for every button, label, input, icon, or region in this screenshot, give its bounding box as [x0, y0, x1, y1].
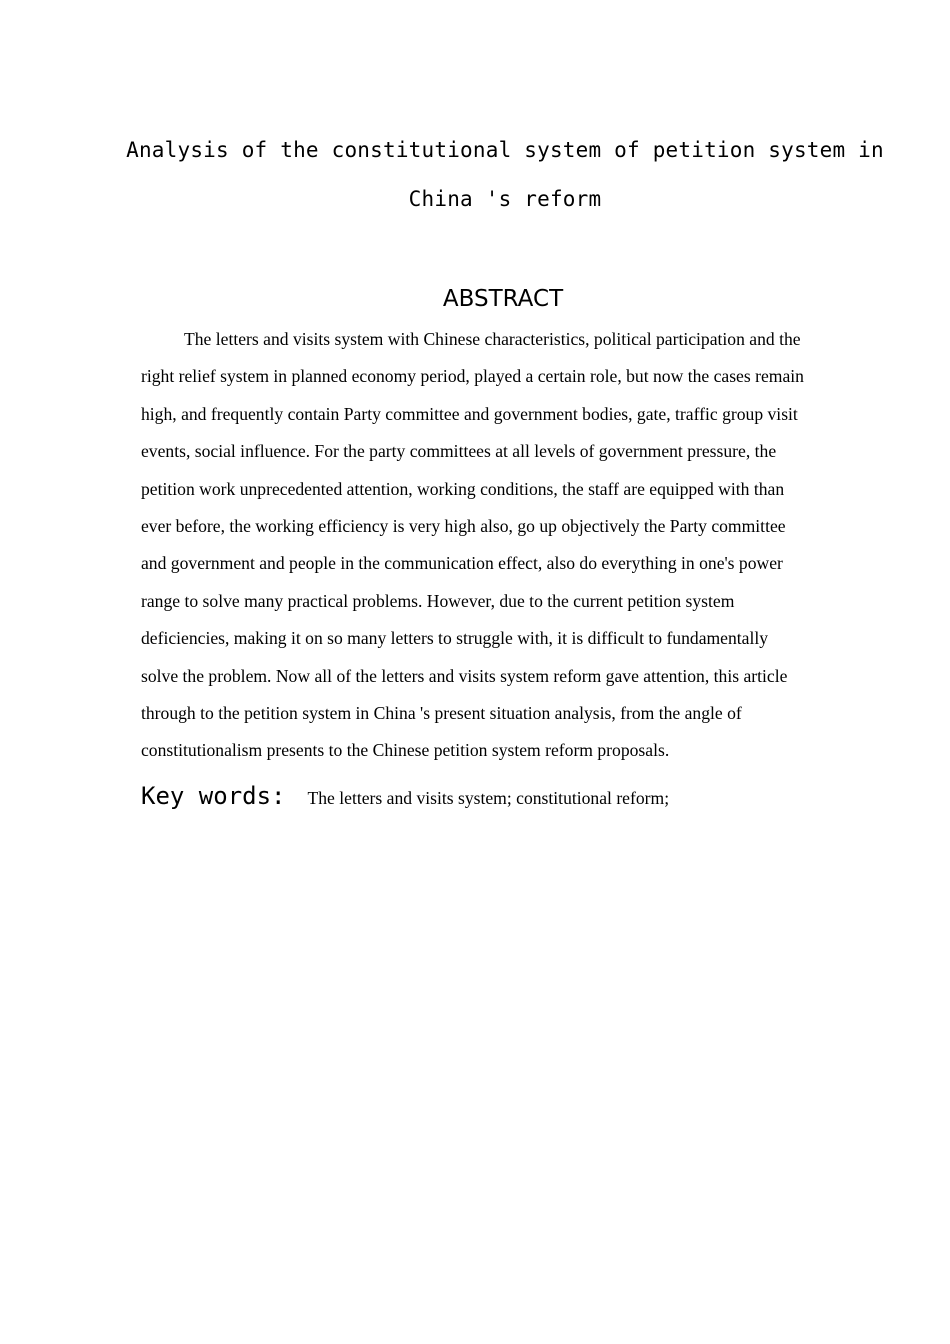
paper-title-line-2: China 's reform	[408, 187, 602, 211]
abstract-line: right relief system in planned economy period, played a certain role, but now the cases remain	[141, 366, 804, 387]
abstract-line: solve the problem. Now all of the letters and visits system reform gave attention, this article	[141, 665, 788, 686]
abstract-line: and government and people in the communication effect, also do everything in one's power	[141, 553, 783, 574]
abstract-line: through to the petition system in China 's present situation analysis, from the angle of	[141, 702, 742, 723]
abstract-body	[141, 321, 871, 770]
abstract-line: events, social influence. For the party committees at all levels of government pressure, the	[141, 441, 777, 462]
abstract-line: range to solve many practical problems. However, due to the current petition system	[141, 590, 735, 611]
abstract-heading: ABSTRACT	[442, 286, 564, 312]
abstract-line: petition work unprecedented attention, working conditions, the staff are equipped with than	[141, 478, 785, 499]
abstract-line: high, and frequently contain Party committee and government bodies, gate, traffic group visit	[141, 403, 798, 424]
abstract-line: The letters and visits system with Chinese characteristics, political participation and the	[184, 329, 801, 349]
abstract-line: ever before, the working efficiency is very high also, go up objectively the Party committee	[141, 515, 786, 536]
keywords-label: Key words:	[141, 782, 286, 810]
keywords-value: The letters and visits system; constitutional reform;	[307, 788, 670, 808]
paper-title-line-1: Analysis of the constitutional system of petition system in	[126, 138, 884, 162]
abstract-line: deficiencies, making it on so many letters to struggle with, it is difficult to fundamentally	[141, 628, 769, 649]
abstract-line: constitutionalism presents to the Chinese petition system reform proposals.	[141, 740, 670, 761]
keywords	[141, 782, 669, 810]
